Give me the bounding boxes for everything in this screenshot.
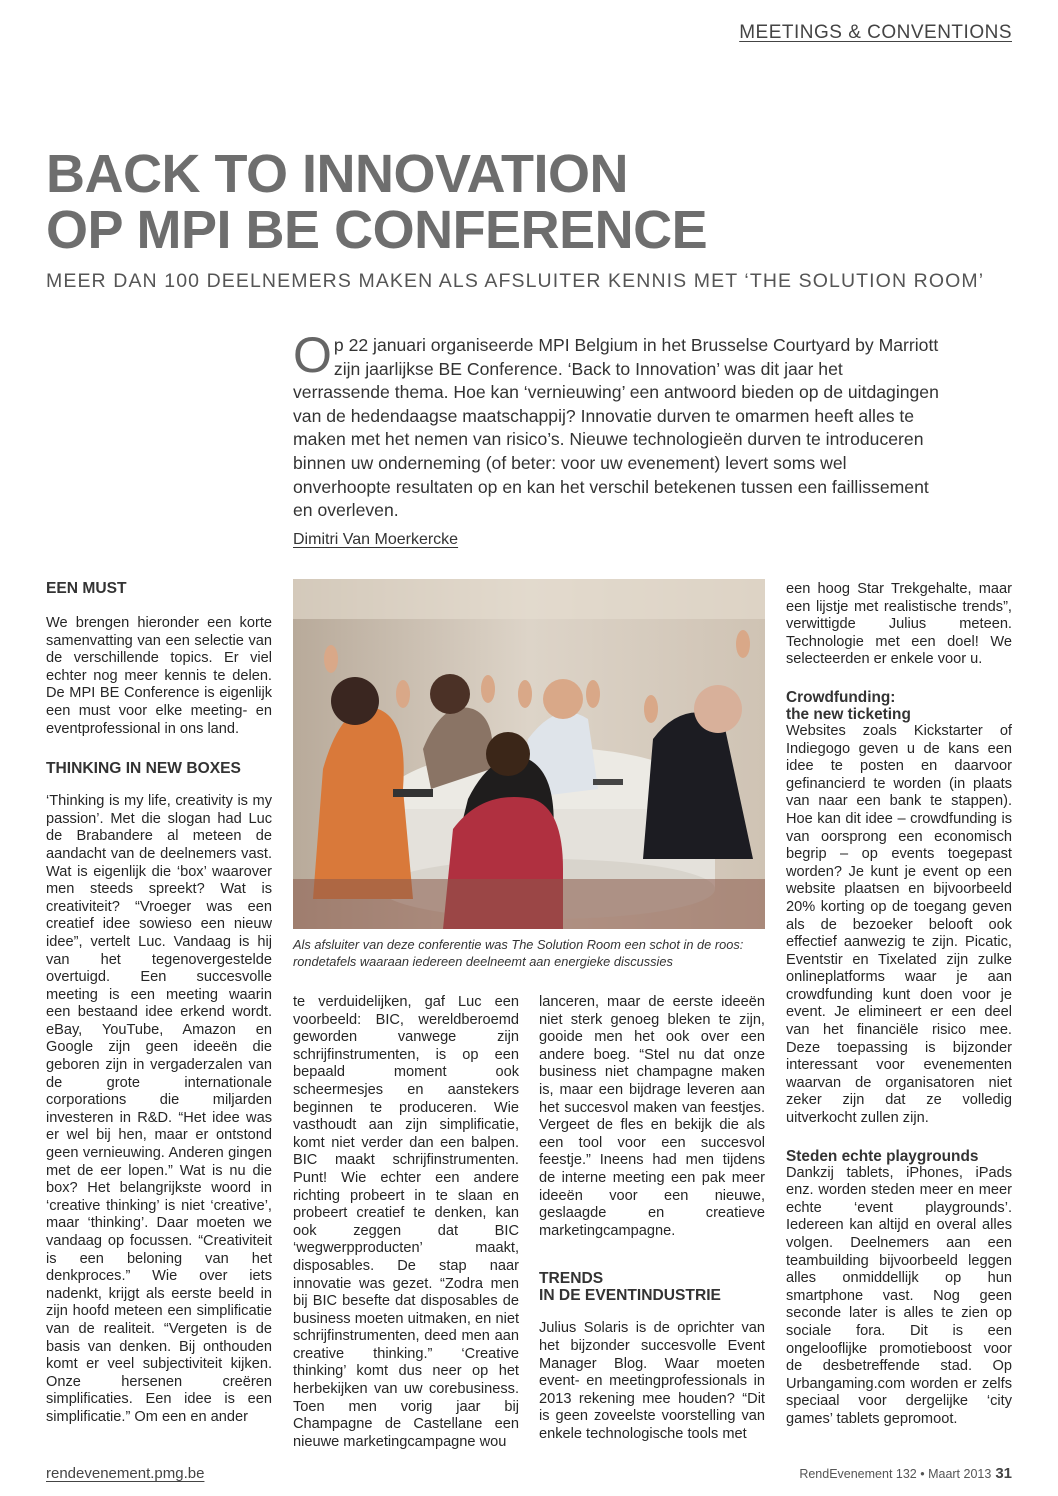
photo-caption: Als afsluiter van deze conferentie was The Solution Room een schot in de roos: rondetafels waaraan iedereen deelneemt aan energieke discussies [293, 937, 744, 969]
heading-trends [539, 1270, 765, 1304]
footer-website-link[interactable]: rendevenement.pmg.be [46, 1465, 205, 1482]
heading-thinking-in-new-boxes: THINKING IN NEW BOXES [46, 760, 241, 778]
column-3 [539, 994, 765, 1443]
heading-line-1: TRENDS [539, 1270, 604, 1288]
column-1 [46, 580, 272, 1427]
title-line-2: OP MPI BE CONFERENCE [46, 200, 708, 260]
heading-een-must: EEN MUST [46, 580, 127, 597]
issue-label: RendEvenement 132 • Maart 2013 [799, 1467, 992, 1481]
page-number: 31 [995, 1465, 1012, 1482]
article-subtitle: MEER DAN 100 DEELNEMERS MAKEN ALS AFSLUITER KENNIS MET ‘THE SOLUTION ROOM’ [46, 270, 985, 292]
intro-text: p 22 januari organiseerde MPI Belgium in het Brusselse Courtyard by Marriott zijn jaarlijkse BE Conference. ‘Back to Innovation’ was dit jaar het verrassende thema. Hoe kan ‘vernieuwing’ een antwoord bieden op de uitdagingen van de hedendaagse maatschappij? Innovatie durven te omarmen heeft alles te maken met het nemen van risico’s. Nieuwe technologieën durven te introduceren binnen uw onderneming (of beter: voor uw evenement) levert soms wel onverhoopte resultaten op en kan het verschil betekenen tussen een faillissement en overleven. [293, 335, 939, 521]
paragraph: te verduidelijken, gaf Luc een voorbeeld: BIC, wereldberoemd geworden vanwege zijn schrijfinstrumenten, is op een bepaald moment ook scheermesjes en aanstekers beginnen te produceren. Wie vasthoudt aan zijn simplificatie, komt niet verder dan een balpen. BIC maakt schrijfinstrumenten. Punt! Wie echter een andere richting probeert in te slaan en probeert creatief te denken, kan ook zeggen dat BIC ‘wegwerpproducten’ maakt, disposables. De stap naar innovatie was gezet. “Zodra men bij BIC besefte dat disposables de business moeten uitmaken, en niet schrijfinstrumenten, deed men aan creative thinking.” ‘Creative thinking’ komt dus neer op het herbekijken van uw corebusiness. Toen men vorig jaar bij Champagne de Castellane een nieuwe marketingcampagne wou [293, 994, 519, 1450]
author-byline[interactable]: Dimitri Van Moerkercke [293, 531, 459, 548]
drop-cap: O [293, 327, 332, 383]
conference-photo [293, 579, 765, 929]
paragraph: Dankzij tablets, iPhones, iPads enz. worden steden meer en meer echte ‘event playgrounds’. Iedereen kan altijd en overal alles volgen. Deelnemers aan een teambuilding bijvoorbeeld leggen alles onmiddellijk op hun smartphone vast. Nog geen seconde later is alles te zien op sociale fora. Dit is een ongelooflijke promotieboost voor de desbetreffende stad. Op Urbangaming.com worden er zelfs speciaal voor dergelijke ‘city games’ tablets gepromoot. [786, 1164, 1012, 1427]
column-4 [786, 581, 1012, 1429]
intro-paragraph [293, 327, 943, 523]
paragraph: We brengen hieronder een korte samenvatting van een selectie van de verschillende topics. Er viel echter nog meer kennis te delen. De MPI BE Conference is eigenlijk een must voor elke meeting- en eventprofessional in ons land. [46, 615, 272, 737]
paragraph: een hoog Star Trekgehalte, maar een lijstje met realistische trends”, verwittigde Julius meteen. Technologie met een doel! We selecteerden er enkele voor u. [786, 581, 1012, 668]
heading-line-2: the new ticketing [786, 705, 911, 723]
heading-line-2: IN DE EVENTINDUSTRIE [539, 1287, 721, 1305]
heading-crowdfunding [786, 689, 1012, 723]
paragraph: Julius Solaris is de oprichter van het bijzonder succesvolle Event Manager Blog. Waar moeten event- en meetingprofessionals in 2013 rekening mee houden? “Dit is geen zoveelste voorstelling van enkele technologische tools met [539, 1320, 765, 1442]
article-title [46, 146, 946, 258]
paragraph: Websites zoals Kickstarter of Indiegogo geven u de kans een idee te posten en daarvoor gefinancierd te worden (in plaats van naar een bank te stappen). Hoe kan dit idee – crowdfunding is van oorsprong een economisch begrip – op events toegepast worden? Je kunt je event op een website plaatsen en bijvoorbeeld 20% korting op de toegang geven als de bezoeker belooft ook effectief aanwezig te zijn. Picatic, Eventstir en Tixelated zijn zulke onlineplatforms waar je aan crowdfunding kunt doen voor je event. Je elimineert er een deel van het financiële risico mee. Deze toepassing is bijzonder interessant voor evenementen waarvan de organisatoren niet zeker zijn dat ze volledig uitverkocht zullen zijn. [786, 722, 1012, 1127]
footer-issue-info [799, 1465, 1012, 1482]
section-label: MEETINGS & CONVENTIONS [739, 22, 1012, 43]
paragraph: ‘Thinking is my life, creativity is my passion’. Met die slogan had Luc de Brabandere al meteen de aandacht van de deelnemers vast. Wat is eigenlijk die ‘box’ waarover men steeds spreekt? Wat is creativiteit? “Vroeger was een creatief idee sowieso een nieuw idee”, vertelt Luc. Vandaag is hij van het tegenovergestelde overtuigd. Een succesvolle meeting is een meeting waarin een bestaand idee erkend wordt. eBay, YouTube, Amazon en Google zijn geen ideeën die geboren zijn in vergaderzalen van de grote internationale corporations die miljarden investeren in R&D. “Het idee was er wel bij hen, maar er ontstond geen vernieuwing. Anderen gingen met de eer lopen.” Wat is nu die box? Het belangrijkste woord in ‘creative thinking’ is niet ‘creative’, maar ‘thinking’. Daar moeten we vandaag op focussen. “Creativiteit is een beloning van het denkproces.” Wie over iets nadenkt, krijgt als eerste beeld in zijn hoofd meteen een simplificatie van de realiteit. “Vergeten is de basis van denken. Bij onthouden komt er veel subjectiviteit kijken. Onze hersenen creëren simplificaties. Een idee is een simplificatie.” Om een en ander [46, 793, 272, 1425]
photo-illustration [293, 579, 765, 929]
heading-steden-playgrounds: Steden echte playgrounds [786, 1147, 979, 1165]
title-line-1: BACK TO INNOVATION [46, 144, 628, 204]
heading-line-1: Crowdfunding: [786, 688, 896, 706]
column-2 [293, 994, 519, 1451]
paragraph: lanceren, maar de eerste ideeën niet sterk genoeg bleken te zijn, gooide men het ook over een andere boeg. “Stel nu dat onze business niet champagne maken is, maar een bijdrage leveren aan het succesvol maken van feestjes. Vergeet de fles en bekijk die als een tool voor een succesvol feestje.” Ineens had men tijdens de interne meeting een pak meer ideeën voor een nieuwe, geslaagde en creatieve marketingcampagne. [539, 994, 765, 1239]
